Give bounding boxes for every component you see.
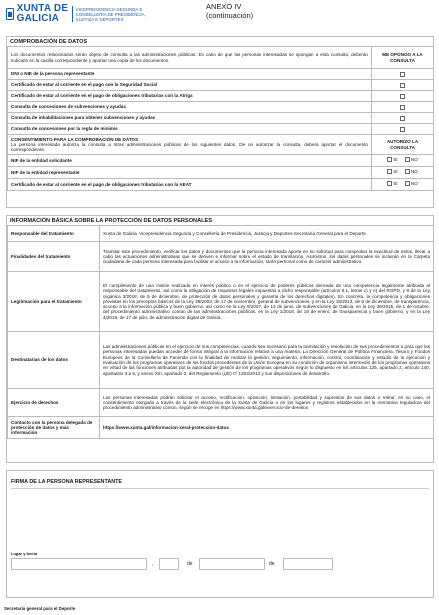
authorize-header: AUTORIZO LA CONSULTA <box>372 135 434 155</box>
no-label: NO <box>410 181 418 187</box>
protection-row-label: Destinatarias de los datos <box>8 332 100 389</box>
oppose-checkbox[interactable] <box>400 105 405 110</box>
yes-label: SÍ <box>393 181 398 187</box>
yes-label: SÍ <box>393 169 398 175</box>
verification-item-label: Certificado de estar al corriente en el pago de obligaciones tributarias con la Atriga <box>8 91 372 102</box>
yes-checkbox[interactable] <box>387 169 392 174</box>
data-protection-table <box>7 225 434 439</box>
protection-row-label: Finalidades del tratamiento <box>8 242 100 272</box>
no-checkbox[interactable] <box>405 169 410 174</box>
protection-row-label: Ejercicio de derechos <box>8 389 100 417</box>
yes-checkbox[interactable] <box>387 181 392 186</box>
protection-row-text: Las administraciones públicas en el ejercicio de sus competencias, cuando sea necesario para la tramitación y resolución de sus procedimientos o para que las personas interesadas puedan acceder de forma integral a la información relativa a una materia. La Dirección General de Política Financiera, Tesoro y Fondos Europeos de la Consellería de Facenda con la finalidad de realizar la gestión, seguimiento, información, control, coordinación y estudio de la ejecución y evaluación de los programas operativos de los fondos procedentes de la Unión Europea en su condición de organismo intermedio de los programas operativos en virtud de las funciones atribuidas por la autoridad de gestión de los programas operativos según lo dispuesto en los artículos 125, apartado 2, artículo 140, apartados 3 a 5, y anexo XIII, apartado 3, del Reglamento (UE) nº 1303/2013 y sus disposiciones de desarrollo. <box>100 332 434 389</box>
section-title: COMPROBACIÓN DE DATOS <box>10 39 88 45</box>
year-field[interactable] <box>283 558 333 570</box>
protection-row-label: Contacto con la persona delegada de protección de datos y más información <box>8 417 100 439</box>
place-field[interactable] <box>11 558 147 570</box>
annex-subtitle: (continuación) <box>206 10 254 20</box>
no-label: NO <box>410 157 418 163</box>
consent-block <box>8 135 372 155</box>
logo-main-text: XUNTA DE GALICIA <box>16 3 69 24</box>
de-label-1: de <box>187 561 193 567</box>
protection-row-label: Responsable del tratamiento <box>8 226 100 242</box>
place-date-label: Lugar y fecha <box>11 551 38 556</box>
xunta-logo <box>6 3 156 25</box>
verification-item-label: Consulta de concesiones por la regla de minimis <box>8 124 372 135</box>
oppose-header: ME OPONGO A LA CONSULTA <box>372 47 434 69</box>
oppose-checkbox[interactable] <box>400 116 405 121</box>
verification-table <box>7 46 434 191</box>
consent-item-label: NIF de la entidad solicitante <box>8 155 372 167</box>
protection-row-text: Las personas interesadas podrán solicitar el acceso, rectificación, oposición, limitación, portabilidad y supresión de sus datos o retirar, en su caso, el consentimiento otorgado a través de la sede electrónica de la Xunta de Galicia o en los lugares y registros establecidos en la normativa reguladora del procedimiento administrativo común, según se recoge en https://www.xunta.gal/exercicio-de-dereitos <box>100 389 434 417</box>
logo-separator <box>72 6 73 22</box>
footer-text: Secretaría general para el Deporte <box>4 606 76 611</box>
oppose-checkbox[interactable] <box>400 94 405 99</box>
no-checkbox[interactable] <box>405 157 410 162</box>
signature-section <box>6 470 434 598</box>
yes-label: SÍ <box>393 157 398 163</box>
data-protection-section <box>6 215 434 463</box>
annex-title: ANEXO IV <box>206 2 242 11</box>
consent-text: La persona interesada autoriza la consulta a otras administraciones públicas de los siguientes datos. De no autorizar la consulta, deberá aportar el documento correspondiente. <box>11 141 368 153</box>
comma-separator: , <box>152 561 154 567</box>
verification-item-label: Consulta de inhabilitaciones para obtener subvenciones y ayudas <box>8 113 372 124</box>
signature-title: FIRMA DE LA PERSONA REPRESENTANTE <box>11 479 123 485</box>
de-label-2: de <box>269 561 275 567</box>
consent-item-label: Certificado de estar al corriente en el pago de obligaciones tributarias con la AEAT <box>8 179 372 191</box>
signature-divider <box>11 488 429 489</box>
protection-row-text: Xunta de Galicia. Vicepresidencia Segunda y Consellería de Presidencia, Justicia y Deportes-Secretaría General para el Deporte. <box>100 226 434 242</box>
place-date-row <box>11 558 429 570</box>
protection-row-link[interactable]: https://www.xunta.gal/informacion-xeral-proteccion-datos <box>100 417 434 439</box>
section-title: INFORMACIÓN BÁSICA SOBRE LA PROTECCIÓN DE DATOS PERSONALES <box>10 218 213 224</box>
verification-intro: Los documentos relacionados serán objeto de consulta a las administraciones públicas. En caso de que las personas interesadas se opongan a esta consulta, deberán indicarlo en la casilla correspondiente y aportar una copia de los documentos. <box>8 47 372 69</box>
annex-heading <box>206 3 253 20</box>
no-checkbox[interactable] <box>405 181 410 186</box>
no-label: NO <box>410 169 418 175</box>
yes-checkbox[interactable] <box>387 157 392 162</box>
month-field[interactable] <box>199 558 265 570</box>
data-verification-section <box>6 36 434 208</box>
protection-row-text: El cumplimiento de una misión realizada en interés público o en el ejercicio de poderes públicos derivada de una competencia legalmente atribuida al responsable del tratamiento, así como la obligación de requisitos legales impuestas a dicho responsable (artículos 6.1, letras c) y e) del RGPD, y 8 de la Ley orgánica 3/2018, de 5 de diciembre, de protección de datos personales y garantía de los derechos digitales). En concreto, la competencia y obligaciones previstas en los preceptos básicos de la Ley 38/2003, de 17 de noviembre, general de subvenciones, y en la Ley 19/2013, de 9 de diciembre, de transparencia, acceso a la información pública y buen gobierno, así como en la Ley 9/2007, de 13 de junio, de subvenciones de Galicia, en la Ley 39/2015, de 1 de octubre, del procedimiento administrativo común de las administraciones públicas, en la Ley 1/2016, de 18 de enero, de transparencia y buen gobierno, y en la Ley 4/2019, de 17 de julio, de administración digital de Galicia. <box>100 272 434 332</box>
consent-item-label: NIF de la entidad representante <box>8 167 372 179</box>
emblem-icon <box>6 8 14 20</box>
day-field[interactable] <box>159 558 179 570</box>
page-header <box>6 3 434 25</box>
oppose-checkbox[interactable] <box>400 83 405 88</box>
protection-row-label: Legitimación para el tratamiento <box>8 272 100 332</box>
verification-item-label: Certificado de estar al corriente en el pago con la Seguridad Social <box>8 80 372 91</box>
verification-item-label: Consulta de concesiones de subvenciones y ayudas <box>8 102 372 113</box>
oppose-checkbox[interactable] <box>400 127 405 132</box>
logo-sub-text: VICEPRESIDENCIA SEGUNDA E CONSELLERÍA DE PRESIDENCIA, XUSTIZA E DEPORTES <box>75 6 146 22</box>
consent-title: CONSENTIMIENTO PARA LA COMPROBACIÓN DE DATOS <box>11 136 139 142</box>
verification-item-label: DNI o NIE de la persona representante <box>8 69 372 80</box>
oppose-checkbox[interactable] <box>400 72 405 77</box>
protection-row-text: Tramitar este procedimiento, verificar los datos y documentos que la persona interesada aporte en su solicitud para comprobar la exactitud de estos, llevar a cabo las actuaciones administrativas que se deriven e informar sobre el estado de tramitación. Asimismo, los datos personales se incluirán en la Carpeta ciudadana de cada persona interesada para facilitar el acceso a la información, tanto personal como de carácter administrativo. <box>100 242 434 272</box>
